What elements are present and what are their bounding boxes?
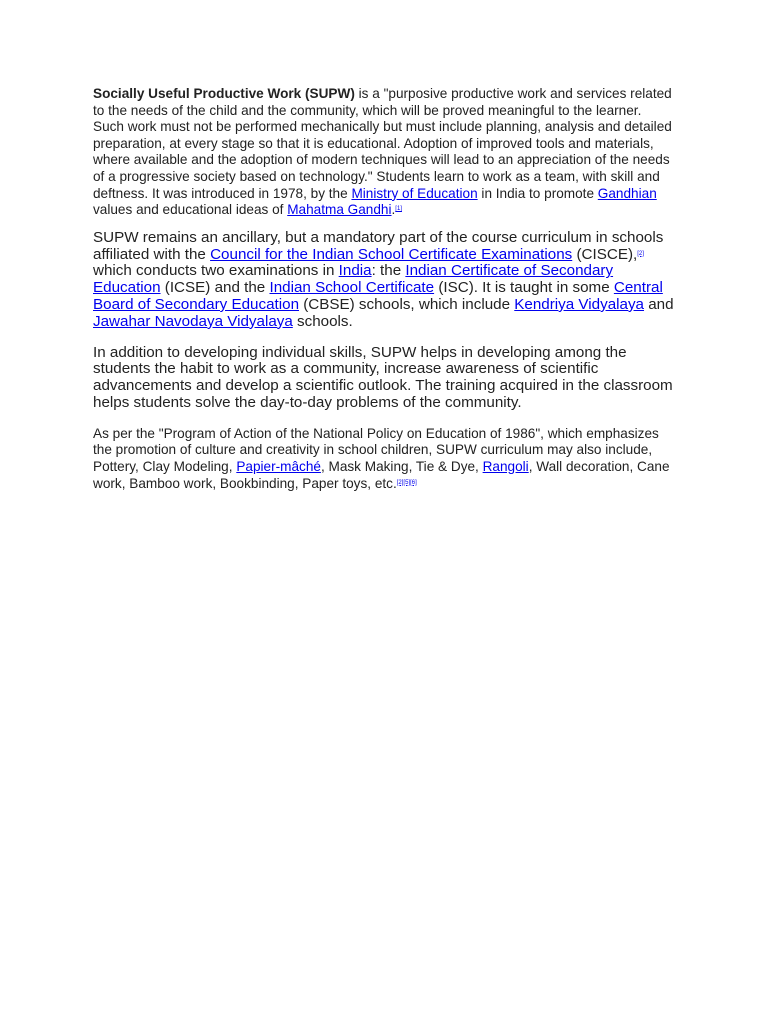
citation-link-5[interactable]: [5]: [403, 479, 411, 486]
text: .: [391, 202, 396, 218]
text: : the: [371, 262, 406, 280]
link-mahatma-gandhi[interactable]: Mahatma Gandhi: [287, 202, 392, 218]
citation-link-1[interactable]: [1]: [395, 206, 402, 213]
link-cisce[interactable]: Council for the Indian School Certificate Examinations: [210, 245, 573, 263]
link-icse[interactable]: Indian Certificate of Secondary Education: [93, 262, 614, 297]
link-isc[interactable]: Indian School Certificate: [269, 279, 435, 297]
link-india[interactable]: India: [338, 262, 372, 280]
text: in India to promote: [477, 185, 598, 201]
link-jawahar-navodaya-vidyalaya[interactable]: Jawahar Navodaya Vidyalaya: [93, 312, 293, 330]
text: (CISCE),: [572, 245, 638, 263]
citation-link-2[interactable]: [2]: [396, 479, 404, 486]
text: schools.: [292, 312, 353, 330]
text: (ISC). It is taught in some: [434, 279, 614, 297]
citation-link-6[interactable]: [6]: [410, 479, 417, 486]
citation: [395, 206, 402, 212]
link-cbse[interactable]: Central Board of Secondary Education: [93, 279, 663, 313]
link-ministry-of-education[interactable]: Ministry of Education: [351, 185, 478, 201]
text: and: [644, 295, 674, 313]
link-gandhian[interactable]: Gandhian: [597, 185, 657, 201]
text: , Mask Making, Tie & Dye,: [320, 458, 483, 474]
paragraph-policy: [93, 426, 675, 492]
paragraph-skills: In addition to developing individual skills, SUPW helps in developing among the students the habit to work as a community, increase awareness of scientific advancements and develop a scientific outlook. The training acquired in the classroom helps students solve the day-to-day problems of the community.: [93, 343, 673, 411]
citation-group: [397, 480, 417, 486]
text: which conducts two examinations in: [93, 262, 339, 280]
term-supw: Socially Useful Productive Work (SUPW): [93, 86, 355, 101]
text: (CBSE) schools, which include: [299, 295, 515, 313]
paragraph-curriculum: [93, 230, 675, 331]
text: (ICSE) and the: [160, 279, 270, 297]
link-rangoli[interactable]: Rangoli: [482, 458, 529, 474]
citation-link-2[interactable]: [2]: [637, 250, 644, 257]
text: is a "purposive productive work and services related to the needs of the child and the community, which will be proved meaningful to the learner. Such work must not be performed mechanically but must include planning, analysis and detailed preparation, at every stage so that it is educational. Adoption of improved tools and materials, where available and the adoption of modern techniques will lead to an appreciation of the needs of a progressive society based on technology." Students learn to work as a team, with skill and deftness. It was introduced in 1978, by the: [93, 86, 672, 201]
text: , Wall decoration, Cane work, Bamboo work, Bookbinding, Paper toys, etc.: [93, 458, 670, 491]
paragraph-intro: [93, 86, 675, 219]
link-kendriya-vidyalaya[interactable]: Kendriya Vidyalaya: [514, 295, 645, 313]
citation: [637, 251, 644, 257]
link-papier-mache[interactable]: Papier-mâché: [236, 458, 321, 474]
text: values and educational ideas of: [93, 202, 288, 218]
text: As per the "Program of Action of the National Policy on Education of 1986", which emphasizes the promotion of culture and creativity in school children, SUPW curriculum may also include, Pottery, Clay Modeling,: [93, 425, 659, 474]
article-body: [93, 86, 675, 492]
text: SUPW remains an ancillary, but a mandatory part of the course curriculum in schools affiliated with the: [93, 228, 664, 263]
